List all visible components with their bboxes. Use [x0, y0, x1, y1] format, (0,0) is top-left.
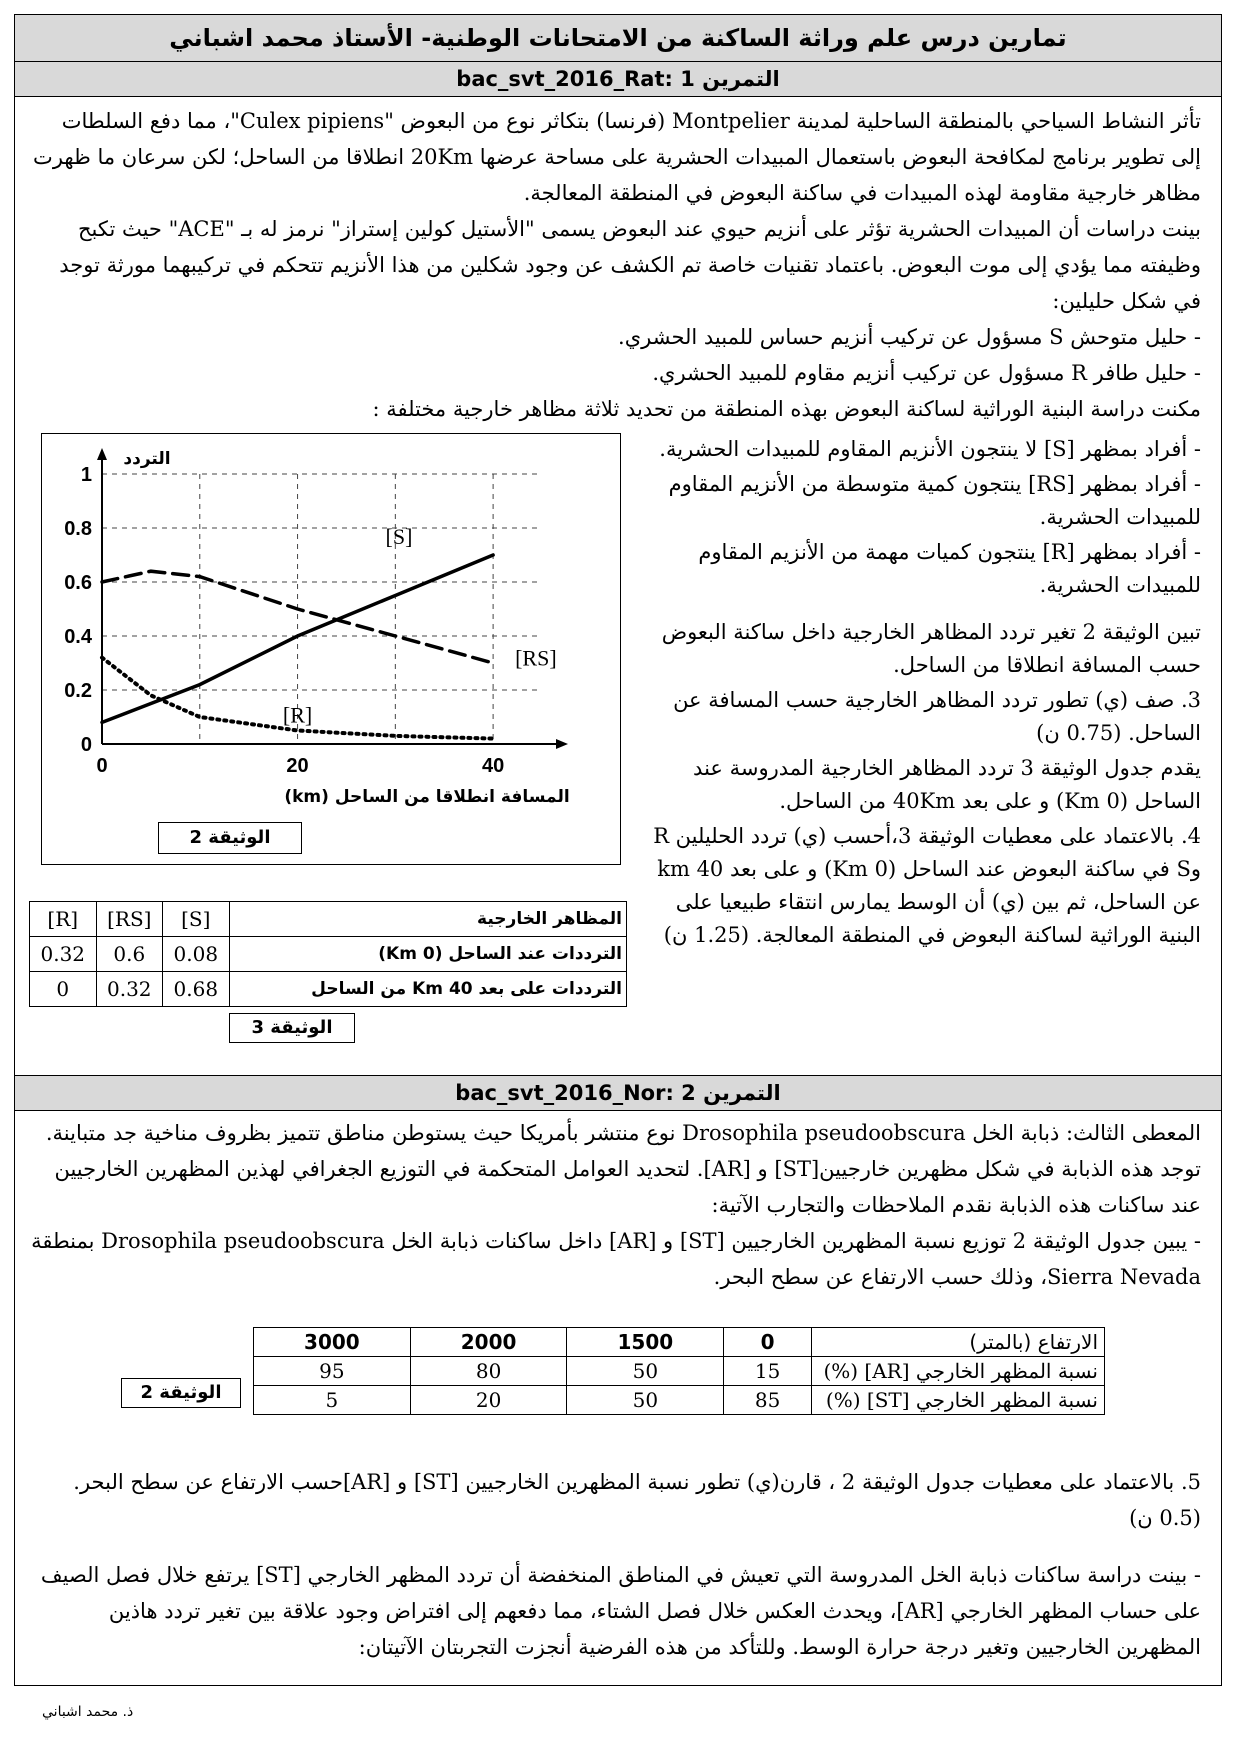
table-cell: 5: [254, 1386, 411, 1415]
question-4: 4. بالاعتماد على معطيات الوثيقة 3،أحسب (ي) تردد الحليلين R وS في ساكنة البعوض عند الساحل (0 Km) و على بعد 40 km عن الساحل، ثم بين (ي) أن الوسط يمارس انتقاء طبيعيا على البنية الوراثية لساكنة البعوض في المنطقة المعالجة. (1.25 ن): [653, 824, 1201, 947]
exercise-2-text-continued: [26, 1443, 1201, 1686]
y-tick-label: 0.6: [64, 572, 92, 594]
x-axis-arrow: [556, 739, 568, 749]
table-cell: المظاهر الخارجية: [229, 902, 626, 937]
table-row: [30, 937, 627, 972]
table-cell: 95: [254, 1357, 411, 1386]
doc3-label: الوثيقة 3: [229, 1013, 355, 1043]
table-cell: 3000: [254, 1328, 411, 1357]
series-label-s: [S]: [385, 524, 413, 550]
table-cell: 85: [724, 1386, 812, 1415]
y-tick-label: 1: [80, 464, 92, 486]
ex1-para2: بينت دراسات أن المبيدات الحشرية تؤثر على أنزيم حيوي عند البعوض يسمى "الأستيل كولين إستراز" نرمز له بـ "ACE" حيث تكبح وظيفته مما يؤدي إلى موت البعوض. باعتماد تقنيات خاصة تم الكشف عن وجود شكلين من هذا الأنزيم تتحكم في تركيبهما مورثة توجد في شكل حليلين:: [59, 217, 1201, 313]
doc2-description: تبين الوثيقة 2 تغير تردد المظاهر الخارجية داخل ساكنة البعوض حسب المسافة انطلاقا من الساحل.: [661, 620, 1201, 677]
table-cell: 50: [567, 1357, 724, 1386]
table-row: [254, 1386, 1105, 1415]
table-cell: 0.68: [163, 972, 230, 1007]
table-cell: 80: [410, 1357, 567, 1386]
table-cell: نسبة المظهر الخارجي [AR] (%): [812, 1357, 1105, 1386]
ex2-doc2-label: الوثيقة 2: [121, 1378, 241, 1408]
footer-author: ذ. محمد اشباني: [42, 1704, 134, 1720]
exercise-2-header: bac_svt_2016_Nor: 2 التمرين: [15, 1075, 1221, 1111]
table-row: [30, 972, 627, 1007]
table-cell: 0: [30, 972, 97, 1007]
table-cell: الترددات على بعد 40 Km من الساحل: [229, 972, 626, 1007]
question-3: 3. صف (ي) تطور تردد المظاهر الخارجية حسب المسافة عن الساحل. (0.75 ن): [673, 688, 1201, 745]
table-cell: [R]: [30, 902, 97, 937]
pheno-s: - أفراد بمظهر [S] لا ينتجون الأنزيم المقاوم للمبيدات الحشرية.: [659, 437, 1201, 461]
ex1-para3: مكنت دراسة البنية الوراثية لساكنة البعوض بهذه المنطقة من تحديد ثلاثة مظاهر خارجية مختلفة :: [372, 397, 1201, 421]
table-cell: 1500: [567, 1328, 724, 1357]
doc3-table: [29, 901, 627, 1007]
ex1-allele-r: - حليل طافر R مسؤول عن تركيب أنزيم مقاوم للمبيد الحشري.: [652, 361, 1201, 385]
page-title: تمارين درس علم وراثة الساكنة من الامتحانات الوطنية- الأستاذ محمد اشباني: [15, 15, 1221, 62]
series-label-rs: [RS]: [515, 645, 557, 671]
table-cell: 0.6: [96, 937, 163, 972]
ex1-allele-s: - حليل متوحش S مسؤول عن تركيب أنزيم حساس للمبيد الحشري.: [618, 325, 1201, 349]
ex2-doc2-table: [253, 1327, 1105, 1415]
table-cell: الترددات عند الساحل (0 Km): [229, 937, 626, 972]
table-row: [30, 902, 627, 937]
exercise-2-text: [26, 1115, 1201, 1295]
y-axis-arrow: [97, 448, 107, 460]
table-cell: 50: [567, 1386, 724, 1415]
pheno-rs: - أفراد بمظهر [RS] ينتجون كمية متوسطة من الأنزيم المقاوم للمبيدات الحشرية.: [668, 472, 1201, 529]
ex1-intro: تأثر النشاط السياحي بالمنطقة الساحلية لمدينة Montpelier (فرنسا) بتكاثر نوع من البعوض "Culex pipiens"، مما دفع السلطات إلى تطوير برنامج لمكافحة البعوض باستعمال المبيدات الحشرية على مساحة عرضها 20Km انطلاقا من الساحل؛ لكن سرعان ما ظهرت مظاهر خارجية مقاومة لهذه المبيدات في ساكنة البعوض في المنطقة المعالجة.: [33, 109, 1201, 205]
table-cell: 0.32: [30, 937, 97, 972]
table-cell: 20: [410, 1386, 567, 1415]
table-cell: نسبة المظهر الخارجي [ST] (%): [812, 1386, 1105, 1415]
x-tick-label: 40: [481, 755, 505, 777]
doc2-chart: [41, 433, 621, 865]
y-axis-label: التردد: [123, 449, 171, 469]
table-cell: 0: [724, 1328, 812, 1357]
table-cell: 15: [724, 1357, 812, 1386]
table-cell: 0.32: [96, 972, 163, 1007]
table-cell: [S]: [163, 902, 230, 937]
ex2-table-description: - يبين جدول الوثيقة 2 توزيع نسبة المظهرين الخارجيين [ST] و [AR] داخل ساكنات ذبابة الخل Drosophila pseudoobscura بمنطقة Sierra Nevada، وذلك حسب الارتفاع عن سطح البحر.: [31, 1229, 1201, 1289]
pheno-r: - أفراد بمظهر [R] ينتجون كميات مهمة من الأنزيم المقاوم للمبيدات الحشرية.: [698, 540, 1201, 597]
x-tick-label: 20: [286, 755, 309, 777]
exercise-1-right-column: [641, 433, 1201, 954]
table-cell: [RS]: [96, 902, 163, 937]
y-tick-label: 0.2: [64, 680, 92, 702]
table-row: [254, 1328, 1105, 1357]
y-tick-label: 0: [80, 734, 92, 756]
page-frame: [14, 14, 1222, 1686]
table-cell: الارتفاع (بالمتر): [812, 1328, 1105, 1357]
ex2-intro: المعطى الثالث: ذبابة الخل Drosophila pseudoobscura نوع منتشر بأمريكا حيث يستوطن مناطق تتميز بظروف مناخية جد متباينة. توجد هذه الذبابة في شكل مظهرين خارجيين[ST] و [AR]. لتحديد العوامل المتحكمة في التوزيع الجغرافي لهذين المظهرين الخارجيين عند ساكنات هذه الذبابة نقدم الملاحظات والتجارب الآتية:: [45, 1121, 1201, 1217]
series-label-r: [R]: [282, 702, 313, 728]
y-tick-label: 0.4: [64, 626, 92, 648]
x-tick-label: 0: [96, 755, 108, 777]
frequency-chart: [42, 434, 620, 864]
y-tick-label: 0.8: [64, 518, 92, 540]
table-row: [254, 1357, 1105, 1386]
ex2-last-paragraph: - بينت دراسة ساكنات ذبابة الخل المدروسة التي تعيش في المناطق المنخفضة أن تردد المظهر الخارجي [ST] يرتفع خلال فصل الصيف على حساب المظهر الخارجي [AR]، ويحدث العكس خلال فصل الشتاء، مما دفعهم إلى افتراض وجود علاقة بين تغير تردد هاذين المظهرين الخارجيين وتغير درجة حرارة الوسط. وللتأكد من هذه الفرضية أنجزت التجربتان الآتيتان:: [40, 1563, 1201, 1659]
doc2-label: الوثيقة 2: [158, 822, 302, 854]
question-5: 5. بالاعتماد على معطيات جدول الوثيقة 2 ، قارن(ي) تطور نسبة المظهرين الخارجيين [ST] و [AR]حسب الارتفاع عن سطح البحر. (0.5 ن): [73, 1470, 1201, 1530]
x-axis-label: المسافة انطلاقا من الساحل (km): [284, 787, 570, 807]
exercise-1-text: [31, 103, 1201, 427]
table-cell: 2000: [410, 1328, 567, 1357]
exercise-1-header: bac_svt_2016_Rat: 1 التمرين: [15, 61, 1221, 97]
table-cell: 0.08: [163, 937, 230, 972]
doc3-description: يقدم جدول الوثيقة 3 تردد المظاهر الخارجية المدروسة عند الساحل (0 Km) و على بعد 40Km من الساحل.: [693, 756, 1201, 813]
